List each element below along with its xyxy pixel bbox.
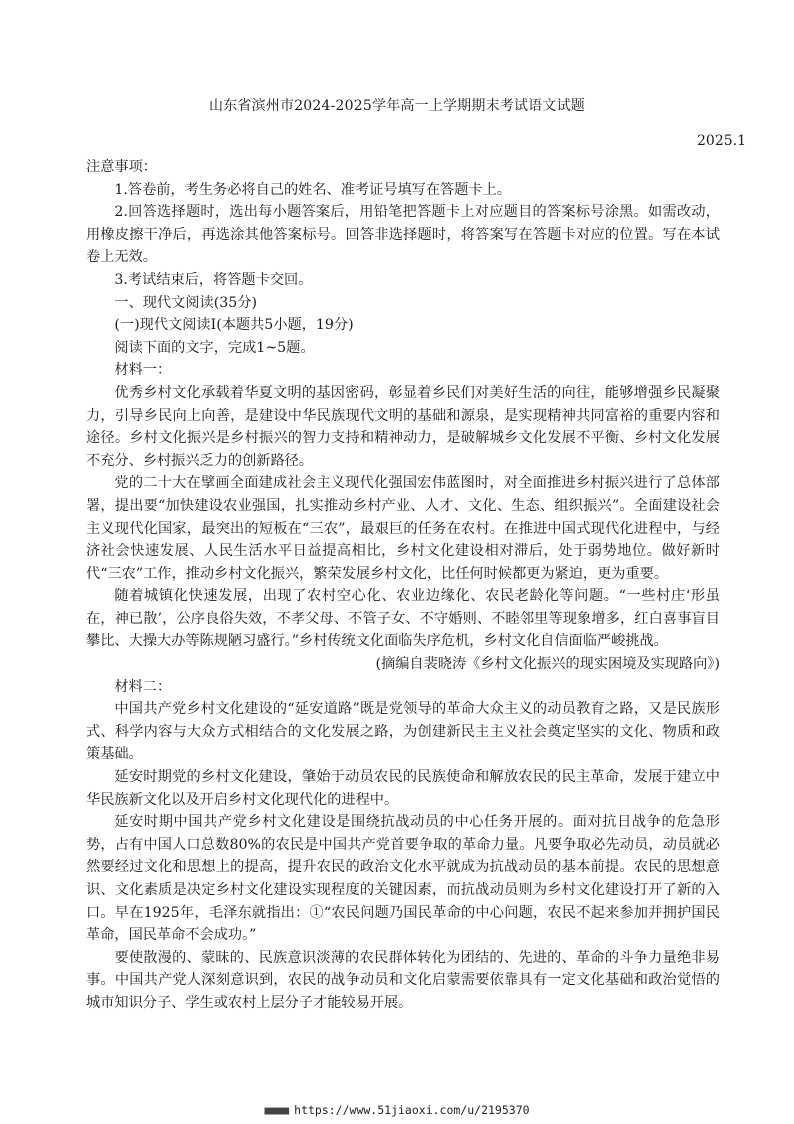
material2-paragraph-3: 延安时期中国共产党乡村文化建设是围绕抗战动员的中心任务开展的。面对抗日战争的危急形势，占有中国人口总数80%的农民是中国共产党首要争取的革命力量。凡要争取必先动员，动员就必然要经过文化和思想上的提高，提升农民的政治文化水平就成为抗战动员的基本前提。农民的思想意识、文化素质是决定乡村文化建设实现程度的关键因素，而抗战动员则为乡村文化建设打开了新的入口。早在1925年，毛泽东就指出：①“农民问题乃国民革命的中心问题，农民不起来参加并拥护国民革命，国民革命不会成功。” (86, 814, 720, 944)
notice-item-2: 2.回答选择题时，选出每小题答案后，用铅笔把答题卡上对应题目的答案标号涂黑。如需改动，用橡皮擦干净后，再选涂其他答案标号。回答非选择题时，将答案写在答题卡对应的位置。写在本试卷上无效。 (86, 204, 720, 266)
notice-item-3: 3.考试结束后，将答题卡交回。 (114, 271, 313, 288)
exam-date: 2025.1 (697, 133, 746, 149)
material1-paragraph-1: 优秀乡村文化承载着华夏文明的基因密码，彰显着乡民们对美好生活的向往，能够增强乡民凝聚力，引导乡民向上向善，是建设中华民族现代文明的基础和源泉，是实现精神共同富裕的重要内容和途径。乡村文化振兴是乡村振兴的智力支持和精神动力，是破解城乡文化发展不平衡、乡村文化发展不充分、乡村振兴乏力的创新路径。 (86, 384, 720, 469)
page-title: 山东省滨州市2024-2025学年高一上学期期末考试语文试题 (209, 98, 585, 114)
material1-paragraph-3: 随着城镇化快速发展，出现了农村空心化、农业边缘化、农民老龄化等问题。“一些村庄‘形虽在，神已散’，公序良俗失效，不孝父母、不管子女、不守婚则、不睦邻里等现象增多，红白喜事盲目攀比、大操大办等陈规陋习盛行。”乡村传统文化面临失序危机，乡村文化自信面临严峻挑战。 (86, 588, 720, 650)
material2-paragraph-4: 要使散漫的、蒙昧的、民族意识淡薄的农民群体转化为团结的、先进的、革命的斗争力量绝非易事。中国共产党人深刻意识到，农民的战争动员和文化启蒙需要依靠具有一定文化基础和政治觉悟的城市知识分子、学生或农村上层分子才能较易开展。 (86, 949, 720, 1011)
notice-item-1: 1.答卷前，考生务必将自己的姓名、准考证号填写在答题卡上。 (114, 181, 511, 198)
section-heading: 一、现代文阅读(35分) (114, 294, 258, 311)
material1-label: 材料一： (114, 362, 172, 379)
document-body (86, 156, 720, 1015)
section-sub-heading: (一)现代文阅读Ⅰ(本题共5小题，19分) (114, 317, 354, 334)
material1-paragraph-2: 党的二十大在擘画全面建成社会主义现代化强国宏伟蓝图时，对全面推进乡村振兴进行了总体部署，提出要“加快建设农业强国，扎实推动乡村产业、人才、文化、生态、组织振兴”。全面建设社会主义现代化国家，最突出的短板在“三农”，最艰巨的任务在农村。在推进中国式现代化进程中，与经济社会快速发展、人民生活水平日益提高相比，乡村文化建设相对滞后，处于弱势地位。做好新时代“三农”工作，推动乡村文化振兴，繁荣发展乡村文化，比任何时候都更为紧迫，更为重要。 (86, 475, 720, 582)
material2-paragraph-1: 中国共产党乡村文化建设的“延安道路”既是党领导的革命大众主义的动员教育之路，又是民族形式、科学内容与大众方式相结合的文化发展之路，为创建新民主主义社会奠定坚实的文化、物质和政策基础。 (86, 701, 720, 763)
notice-heading: 注意事项： (86, 159, 157, 175)
material2-label: 材料二： (114, 678, 172, 695)
material1-source: (摘编自裴晓涛《乡村文化振兴的现实困境及实现路向》) (375, 656, 720, 673)
section-instruction: 阅读下面的文字，完成1~5题。 (114, 339, 315, 356)
page-footer (0, 1103, 794, 1117)
footer-link[interactable]: https://www.51jiaoxi.com/u/2195370 (294, 1103, 530, 1117)
footer-mark: ■■■■ (264, 1103, 289, 1117)
material2-paragraph-2: 延安时期党的乡村文化建设，肇始于动员农民的民族使命和解放农民的民主革命，发展于建立中华民族新文化以及开启乡村文化现代化的进程中。 (86, 769, 720, 808)
